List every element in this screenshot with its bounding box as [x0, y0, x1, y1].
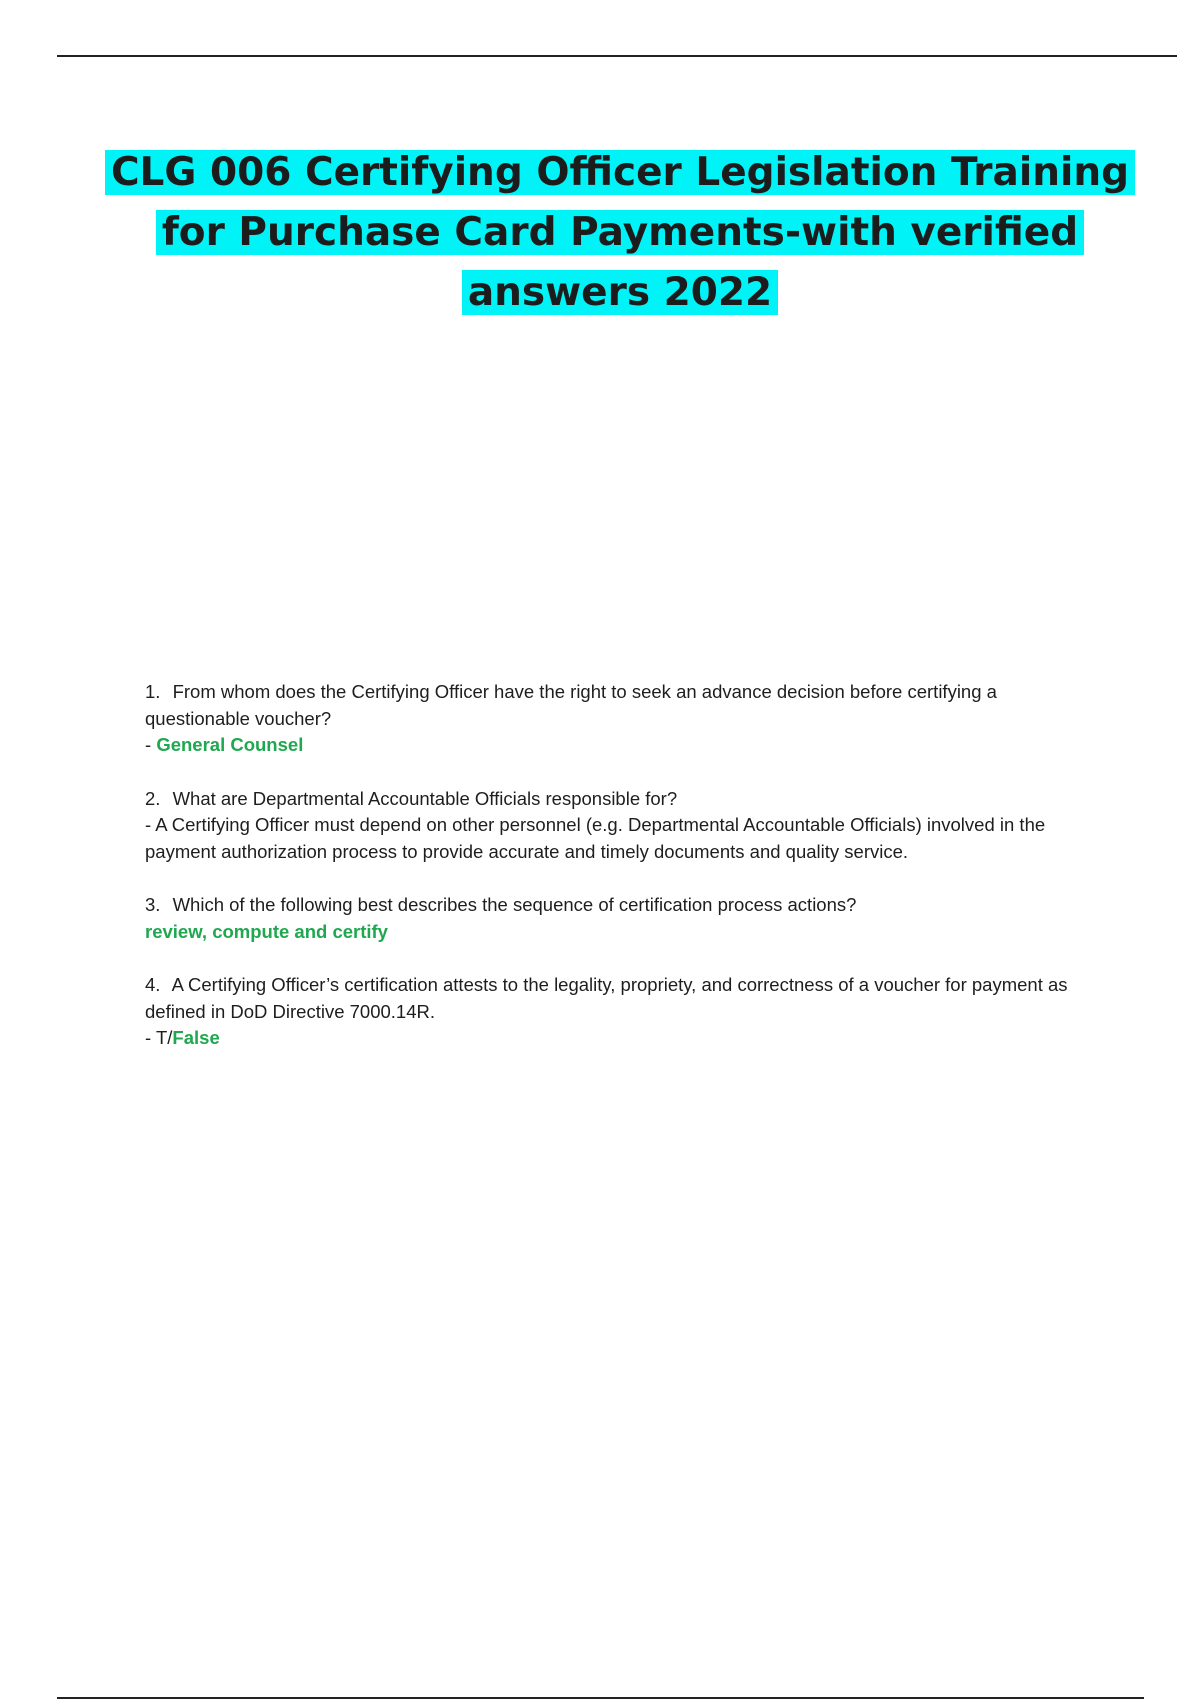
answer-prefix: - T/: [145, 1027, 173, 1048]
question-list: [145, 679, 1085, 1079]
question-text: [145, 679, 1085, 732]
question-body: Which of the following best describes the sequence of certification process actions?: [172, 894, 857, 915]
answer-prefix: -: [145, 734, 157, 755]
answer-text: General Counsel: [156, 734, 304, 755]
question-number: 2.: [145, 787, 161, 809]
question-text: [145, 786, 1085, 813]
question-number: 3.: [145, 894, 161, 915]
question-text: [145, 892, 1085, 919]
question-number: 4.: [145, 974, 161, 995]
title-line-2: for Purchase Card Payments-with verified: [156, 210, 1084, 255]
bottom-divider: [57, 1697, 1144, 1699]
answer-line: - A Certifying Officer must depend on other personnel (e.g. Departmental Accountable Officials) involved in the payment authorization process to provide accurate and timely documents and quality service.: [145, 814, 1046, 862]
question-number: 1.: [145, 681, 161, 702]
question-block-4: [145, 972, 1085, 1052]
question-body: A Certifying Officer’s certification attests to the legality, propriety, and correctness of a voucher for payment as defined in DoD Directive 7000.14R.: [145, 974, 1068, 1022]
answer-line: [145, 1025, 1085, 1052]
question-block-1: [145, 679, 1085, 759]
answer-text: review, compute and certify: [145, 920, 388, 942]
title-line-1: CLG 006 Certifying Officer Legislation Training: [105, 150, 1135, 195]
top-divider: [57, 55, 1177, 57]
question-body: From whom does the Certifying Officer have the right to seek an advance decision before certifying a questionable voucher?: [145, 681, 997, 729]
answer-text: False: [172, 1027, 220, 1048]
question-body: What are Departmental Accountable Officials responsible for?: [172, 787, 678, 809]
document-title: [100, 143, 1140, 323]
question-text: [145, 972, 1085, 1025]
question-block-2: [145, 786, 1085, 866]
title-line-3: answers 2022: [462, 270, 778, 315]
answer-line: [145, 919, 1085, 946]
question-block-3: [145, 892, 1085, 945]
answer-line: [145, 732, 1085, 759]
